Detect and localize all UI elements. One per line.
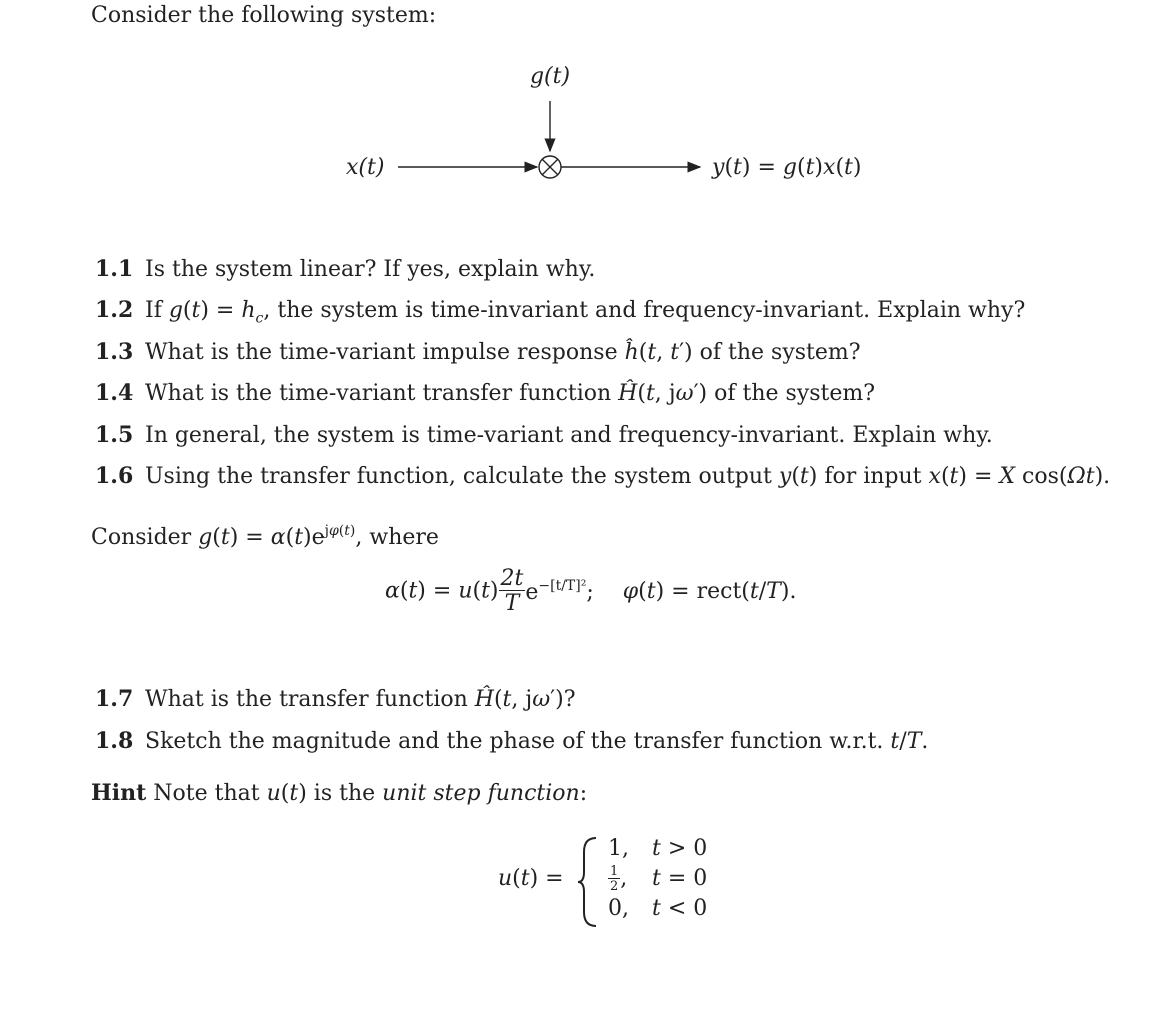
intro-text: Consider the following system: bbox=[91, 3, 437, 28]
diagram-output-label: y(t) = g(t)x(t) bbox=[712, 155, 862, 180]
hint-text: Hint Note that u(t) is the unit step function: bbox=[91, 780, 588, 806]
question-1-8: 1.8 Sketch the magnitude and the phase of the transfer function w.r.t. t/T. bbox=[95, 728, 929, 754]
diagram-input-label: x(t) bbox=[346, 155, 385, 180]
question-1-4: 1.4 What is the time-variant transfer function Ĥ(t, jω′) of the system? bbox=[95, 380, 876, 406]
piecewise-lhs: u(t) = bbox=[498, 866, 564, 891]
fraction-2t-over-T: $\frac{2t}{T}$ bbox=[500, 566, 524, 616]
alpha-phi-equation: α(t) = u(t) $\frac{2t}{T}$ $e^{-[t/T]^2}$; φ(t) = rect(t/T). bbox=[385, 566, 797, 616]
hint-label: Hint bbox=[91, 780, 147, 806]
question-1-1: 1.1 Is the system linear? If yes, explain why. bbox=[95, 256, 596, 282]
question-1-7: 1.7 What is the transfer function Ĥ(t, jω′)? bbox=[95, 686, 576, 712]
consider-g-text: Consider $g(t) = \alpha(t)e^{j\varphi(t)}$, where bbox=[91, 523, 439, 550]
question-1-5: 1.5 In general, the system is time-variant and frequency-invariant. Explain why. bbox=[95, 422, 993, 448]
case-zero: $\frac{1}{2}$ , t = 0 bbox=[610, 864, 708, 894]
question-1-6: 1.6 Using the transfer function, calculate the system output y(t) for input x(t) = X cos(Ωt). bbox=[95, 463, 1111, 489]
diagram-top-label: g(t) bbox=[529, 64, 571, 89]
block-diagram bbox=[330, 55, 890, 205]
case-negative: 0, t < 0 bbox=[608, 896, 708, 921]
question-1-3: 1.3 What is the time-variant impulse response ĥ(t, t′) of the system? bbox=[95, 339, 861, 365]
case-positive: 1, t > 0 bbox=[608, 836, 708, 861]
left-brace bbox=[576, 834, 602, 930]
piecewise-cases bbox=[608, 834, 707, 924]
question-1-2: 1.2 If $g(t) = h_c$, the system is time-invariant and frequency-invariant. Explain why? bbox=[95, 297, 1026, 327]
